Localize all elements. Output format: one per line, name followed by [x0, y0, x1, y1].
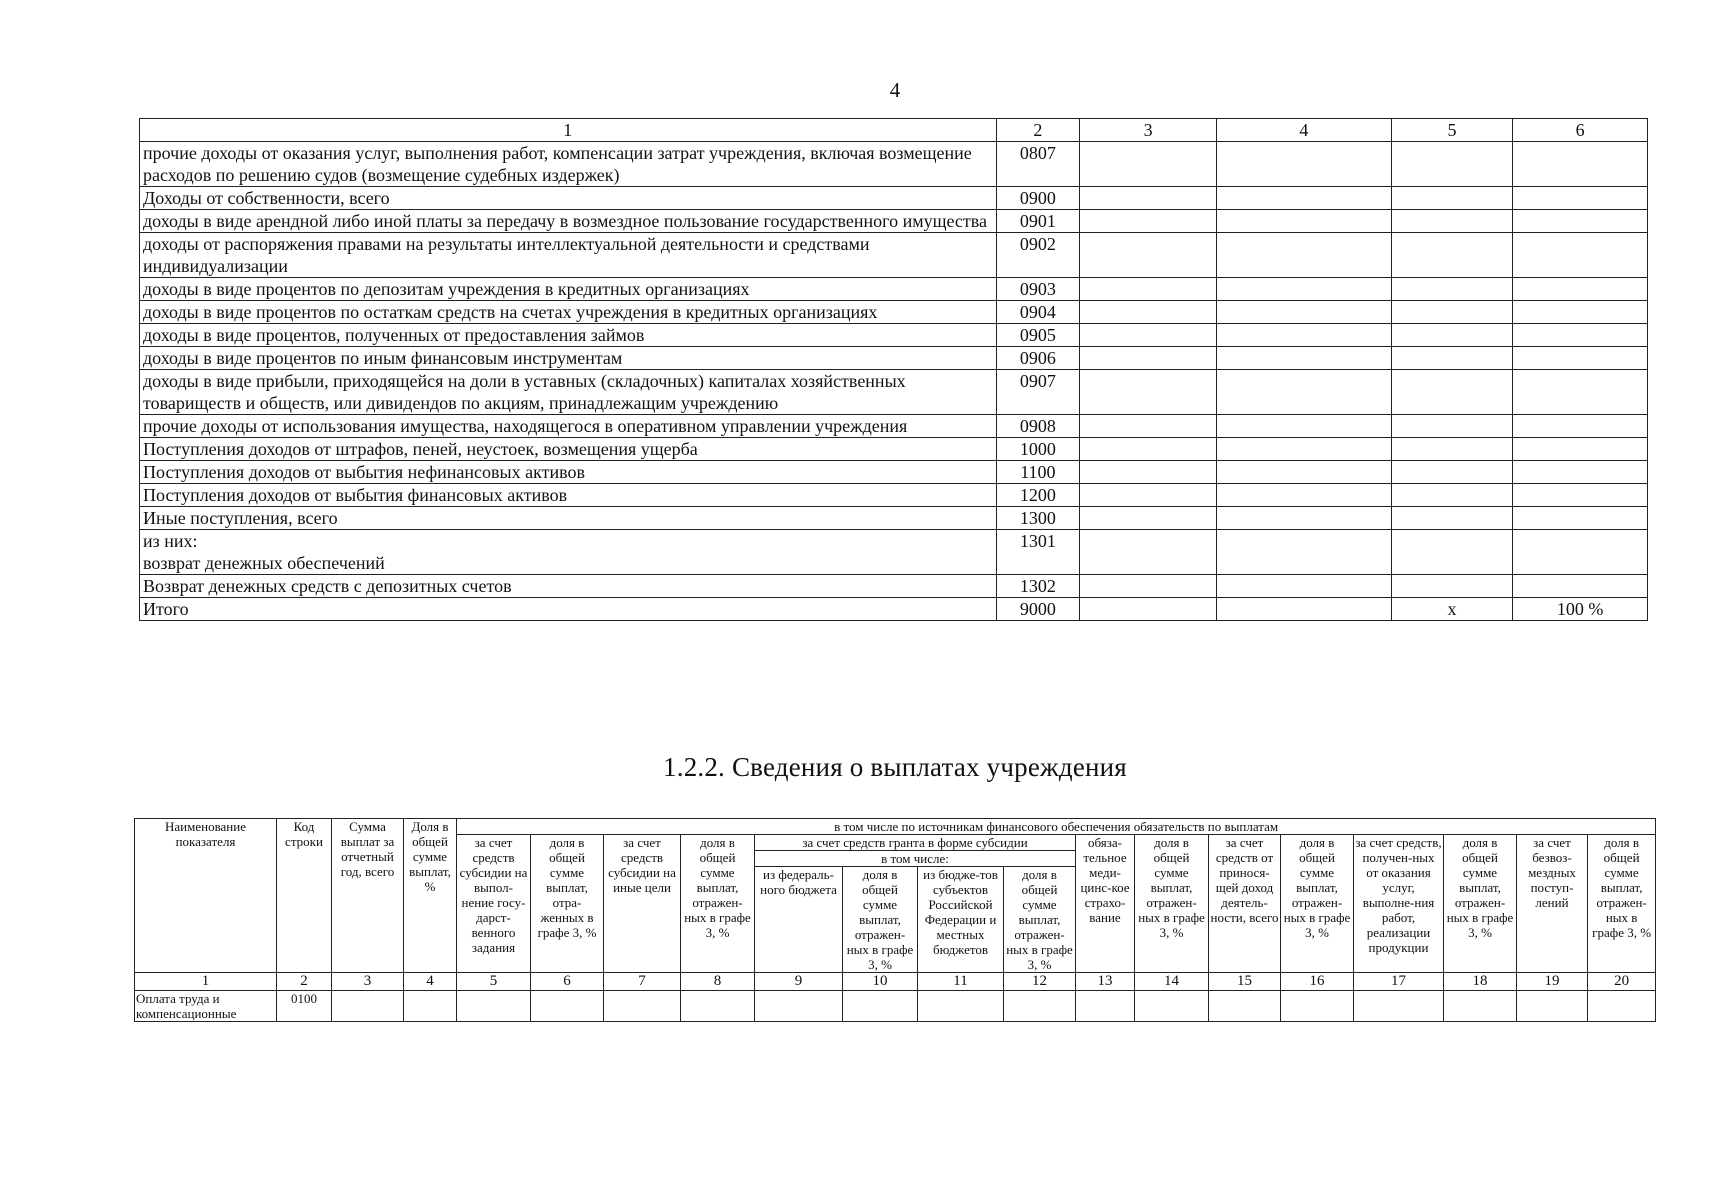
cell-col-6 [1513, 461, 1648, 484]
row-label: Поступления доходов от штрафов, пеней, неустоек, возмещения ущерба [140, 438, 997, 461]
cell-col-3 [1080, 324, 1217, 347]
row-label: доходы от распоряжения правами на результаты интеллектуальной деятельности и средствами индивидуализации [140, 233, 997, 278]
cell-col-6 [1513, 575, 1648, 598]
header-grant-subsidy: за счет средств гранта в форме субсидии [755, 835, 1076, 851]
table-row [140, 233, 1648, 278]
header-col-17: за счет средств, получен-ных от оказания услуг, выполне-ния работ, реализации продукции [1354, 835, 1444, 973]
cell-col-4 [1216, 324, 1391, 347]
header-total-share: Доля в общей сумме выплат, % [404, 819, 457, 973]
table-row [140, 324, 1648, 347]
column-number: 17 [1354, 973, 1444, 991]
row-label: Возврат денежных средств с депозитных счетов [140, 575, 997, 598]
cell-col-5 [1391, 142, 1513, 187]
cell-col-6 [1513, 233, 1648, 278]
cell-col-5 [1391, 301, 1513, 324]
cell-col-4 [1216, 370, 1391, 415]
row-label: прочие доходы от оказания услуг, выполнения работ, компенсации затрат учреждения, включая возмещение расходов по решению судов (возмещение судебных издержек) [140, 142, 997, 187]
cell-col-6 [1513, 347, 1648, 370]
cell-col-3 [1080, 210, 1217, 233]
income-col-1: 1 [140, 119, 997, 142]
cell-col-7 [604, 991, 681, 1022]
cell-col-18 [1444, 991, 1517, 1022]
cell-col-6 [1513, 530, 1648, 575]
row-label: Доходы от собственности, всего [140, 187, 997, 210]
table-row [140, 415, 1648, 438]
row-code: 1302 [996, 575, 1080, 598]
cell-col-4 [404, 991, 457, 1022]
row-label: доходы в виде процентов по депозитам учреждения в кредитных организациях [140, 278, 997, 301]
payments-table-body [135, 991, 1656, 1022]
table-row [140, 370, 1648, 415]
row-code: 1301 [996, 530, 1080, 575]
row-code: 1300 [996, 507, 1080, 530]
cell-col-16 [1281, 991, 1354, 1022]
table-row [140, 210, 1648, 233]
cell-col-9 [755, 991, 843, 1022]
cell-col-4 [1216, 598, 1391, 621]
header-col-6: доля в общей сумме выплат, отра-женных в графе 3, % [531, 835, 604, 973]
header-funding-sources: в том числе по источникам финансового обеспечения обязательств по выплатам [457, 819, 1656, 835]
row-code: 0904 [996, 301, 1080, 324]
cell-col-6 [1513, 438, 1648, 461]
cell-col-5 [457, 991, 531, 1022]
row-label: Оплата труда и компенсационные [135, 991, 277, 1022]
cell-col-5 [1391, 530, 1513, 575]
cell-col-6 [1513, 301, 1648, 324]
header-col-12: доля в общей сумме выплат, отражен-ных в графе 3, % [1004, 867, 1076, 973]
cell-col-14 [1135, 991, 1209, 1022]
cell-col-3 [1080, 347, 1217, 370]
cell-col-3 [1080, 507, 1217, 530]
cell-col-3 [1080, 370, 1217, 415]
header-col-15: за счет средств от принося-щей доход деятель-ности, всего [1209, 835, 1281, 973]
header-indicator-name: Наименование показателя [135, 819, 277, 973]
cell-col-5 [1391, 575, 1513, 598]
header-col-8: доля в общей сумме выплат, отражен-ных в графе 3, % [681, 835, 755, 973]
cell-col-3 [1080, 530, 1217, 575]
cell-col-17 [1354, 991, 1444, 1022]
income-table-body [140, 142, 1648, 621]
cell-col-6 [1513, 142, 1648, 187]
cell-col-3 [1080, 598, 1217, 621]
table-row [140, 507, 1648, 530]
payments-table [134, 818, 1656, 1022]
cell-col-4 [1216, 530, 1391, 575]
table-row [140, 347, 1648, 370]
cell-col-4 [1216, 438, 1391, 461]
table-row [140, 301, 1648, 324]
table-row [140, 142, 1648, 187]
cell-col-4 [1216, 484, 1391, 507]
row-code: 1100 [996, 461, 1080, 484]
cell-col-3 [1080, 187, 1217, 210]
cell-col-5 [1391, 324, 1513, 347]
cell-col-8 [681, 991, 755, 1022]
header-col-9: из федераль-ного бюджета [755, 867, 843, 973]
cell-col-5 [1391, 415, 1513, 438]
column-number: 11 [918, 973, 1004, 991]
cell-col-5 [1391, 233, 1513, 278]
cell-col-4 [1216, 210, 1391, 233]
header-col-5: за счет средств субсидии на выпол-нение госу-дарст-венного задания [457, 835, 531, 973]
column-number: 19 [1517, 973, 1588, 991]
row-code: 0100 [277, 991, 332, 1022]
row-code: 0907 [996, 370, 1080, 415]
column-number: 5 [457, 973, 531, 991]
row-code: 1000 [996, 438, 1080, 461]
cell-col-19 [1517, 991, 1588, 1022]
cell-col-3 [1080, 438, 1217, 461]
row-code: 0807 [996, 142, 1080, 187]
column-number: 1 [135, 973, 277, 991]
cell-col-4 [1216, 461, 1391, 484]
row-label: Поступления доходов от выбытия нефинансовых активов [140, 461, 997, 484]
cell-col-6 [1513, 187, 1648, 210]
row-label: Иные поступления, всего [140, 507, 997, 530]
column-number: 14 [1135, 973, 1209, 991]
income-table [139, 118, 1648, 621]
cell-col-4 [1216, 301, 1391, 324]
cell-col-5 [1391, 187, 1513, 210]
cell-col-6 [531, 991, 604, 1022]
header-col-19: за счет безвоз-мездных поступ-лений [1517, 835, 1588, 973]
column-number: 8 [681, 973, 755, 991]
row-label: доходы в виде процентов, полученных от предоставления займов [140, 324, 997, 347]
column-number: 9 [755, 973, 843, 991]
row-label: доходы в виде процентов по остаткам средств на счетах учреждения в кредитных организациях [140, 301, 997, 324]
table-row [135, 991, 1656, 1022]
row-code: 0903 [996, 278, 1080, 301]
cell-col-5 [1391, 438, 1513, 461]
income-col-5: 5 [1391, 119, 1513, 142]
table-row [140, 484, 1648, 507]
row-label: доходы в виде процентов по иным финансовым инструментам [140, 347, 997, 370]
cell-col-4 [1216, 347, 1391, 370]
cell-col-6 [1513, 278, 1648, 301]
cell-col-3 [1080, 415, 1217, 438]
table-row [140, 278, 1648, 301]
row-label: прочие доходы от использования имущества, находящегося в оперативном управлении учреждения [140, 415, 997, 438]
cell-col-5 [1391, 370, 1513, 415]
cell-col-3 [1080, 142, 1217, 187]
row-code: 9000 [996, 598, 1080, 621]
cell-col-3 [1080, 461, 1217, 484]
income-col-3: 3 [1080, 119, 1217, 142]
header-col-10: доля в общей сумме выплат, отражен-ных в графе 3, % [843, 867, 918, 973]
cell-col-13 [1076, 991, 1135, 1022]
cell-col-6 [1513, 484, 1648, 507]
income-table-header [140, 119, 1648, 142]
table-row [140, 575, 1648, 598]
row-code: 0902 [996, 233, 1080, 278]
cell-col-20 [1588, 991, 1656, 1022]
header-col-18: доля в общей сумме выплат, отражен-ных в графе 3, % [1444, 835, 1517, 973]
row-code: 0908 [996, 415, 1080, 438]
column-number: 6 [531, 973, 604, 991]
header-col-7: за счет средств субсидии на иные цели [604, 835, 681, 973]
header-grant-including: в том числе: [755, 851, 1076, 867]
column-numbers-row [135, 973, 1656, 991]
row-code: 0906 [996, 347, 1080, 370]
column-number: 7 [604, 973, 681, 991]
column-number: 3 [332, 973, 404, 991]
cell-col-5 [1391, 461, 1513, 484]
income-col-6: 6 [1513, 119, 1648, 142]
cell-col-4 [1216, 415, 1391, 438]
header-col-16: доля в общей сумме выплат, отражен-ных в графе 3, % [1281, 835, 1354, 973]
column-number: 2 [277, 973, 332, 991]
cell-col-3 [1080, 575, 1217, 598]
cell-col-5 [1391, 484, 1513, 507]
cell-col-5 [1391, 210, 1513, 233]
header-line-code: Код строки [277, 819, 332, 973]
cell-col-4 [1216, 187, 1391, 210]
cell-col-5 [1391, 278, 1513, 301]
income-col-2: 2 [996, 119, 1080, 142]
column-number: 20 [1588, 973, 1656, 991]
cell-col-6 [1513, 370, 1648, 415]
column-number: 15 [1209, 973, 1281, 991]
cell-col-3 [1080, 233, 1217, 278]
cell-col-3 [1080, 278, 1217, 301]
row-label: доходы в виде арендной либо иной платы за передачу в возмездное пользование государственного имущества [140, 210, 997, 233]
header-col-13: обяза-тельное меди-цинс-кое страхо-вание [1076, 835, 1135, 973]
column-number: 10 [843, 973, 918, 991]
cell-col-10 [843, 991, 918, 1022]
cell-col-6 [1513, 415, 1648, 438]
row-label: Поступления доходов от выбытия финансовых активов [140, 484, 997, 507]
cell-col-4 [1216, 142, 1391, 187]
cell-col-5 [1391, 347, 1513, 370]
row-label: доходы в виде прибыли, приходящейся на доли в уставных (складочных) капиталах хозяйственных товариществ и обществ, или дивидендов по акциям, принадлежащим учреждению [140, 370, 997, 415]
cell-col-5 [1391, 507, 1513, 530]
row-code: 1200 [996, 484, 1080, 507]
row-code: 0900 [996, 187, 1080, 210]
income-col-4: 4 [1216, 119, 1391, 142]
row-label: Итого [140, 598, 997, 621]
section-title: 1.2.2. Сведения о выплатах учреждения [663, 752, 1127, 782]
header-col-20: доля в общей сумме выплат, отражен-ных в графе 3, % [1588, 835, 1656, 973]
page-number: 4 [889, 78, 901, 102]
column-number: 13 [1076, 973, 1135, 991]
column-number: 12 [1004, 973, 1076, 991]
cell-col-5: x [1391, 598, 1513, 621]
cell-col-6: 100 % [1513, 598, 1648, 621]
header-col-11: из бюдже-тов субъектов Российской Федерации и местных бюджетов [918, 867, 1004, 973]
table-row [140, 438, 1648, 461]
table-row [140, 530, 1648, 575]
cell-col-4 [1216, 278, 1391, 301]
cell-col-4 [1216, 507, 1391, 530]
table-row [140, 187, 1648, 210]
column-number: 4 [404, 973, 457, 991]
row-code: 0901 [996, 210, 1080, 233]
row-label: из них: возврат денежных обеспечений [140, 530, 997, 575]
row-code: 0905 [996, 324, 1080, 347]
header-total-sum: Сумма выплат за отчетный год, всего [332, 819, 404, 973]
cell-col-6 [1513, 507, 1648, 530]
cell-col-11 [918, 991, 1004, 1022]
cell-col-15 [1209, 991, 1281, 1022]
cell-col-3 [332, 991, 404, 1022]
cell-col-6 [1513, 324, 1648, 347]
cell-col-12 [1004, 991, 1076, 1022]
table-row [140, 598, 1648, 621]
table-row [140, 461, 1648, 484]
cell-col-4 [1216, 575, 1391, 598]
cell-col-3 [1080, 301, 1217, 324]
column-number: 16 [1281, 973, 1354, 991]
column-number: 18 [1444, 973, 1517, 991]
cell-col-6 [1513, 210, 1648, 233]
cell-col-3 [1080, 484, 1217, 507]
cell-col-4 [1216, 233, 1391, 278]
header-col-14: доля в общей сумме выплат, отражен-ных в графе 3, % [1135, 835, 1209, 973]
